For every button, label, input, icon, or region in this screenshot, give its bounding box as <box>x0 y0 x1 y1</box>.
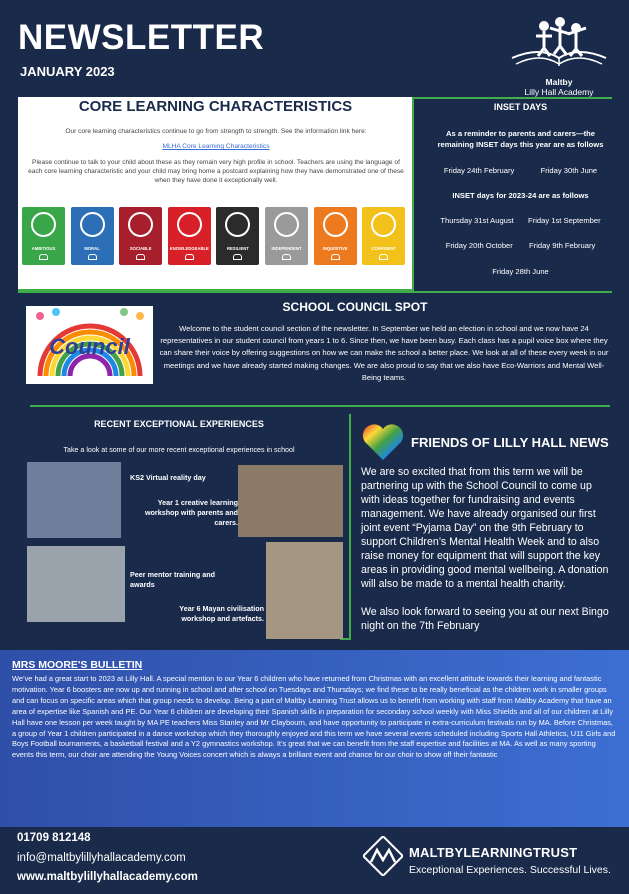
characteristic-icon <box>225 212 250 237</box>
characteristic-icon <box>323 212 348 237</box>
divider <box>30 405 610 407</box>
characteristic-label: MORAL <box>84 246 100 251</box>
trust-logo-icon <box>363 836 403 876</box>
inset-reminder: As a reminder to parents and carers—the remaining INSET days this year are as follows <box>437 129 604 149</box>
divider <box>349 414 351 640</box>
friends-paragraph: We also look forward to seeing you at our next Bingo night on the 7th February <box>361 606 609 632</box>
mini-logo-icon <box>136 254 145 260</box>
core-learning-link-row <box>26 142 406 151</box>
photo-year1-workshop <box>238 465 343 537</box>
characteristic-icon <box>177 212 202 237</box>
divider <box>412 97 414 293</box>
logo-name: Maltby <box>545 77 573 87</box>
characteristic-tile <box>362 207 405 265</box>
council-title: SCHOOL COUNCIL SPOT <box>282 300 428 314</box>
caption-peer-mentor: Peer mentor training and awards <box>130 570 216 589</box>
footer-email[interactable]: info@maltbylillyhallacademy.com <box>17 852 186 864</box>
caption-year1-workshop: Year 1 creative learning workshop with parents and carers. <box>144 498 238 527</box>
mini-logo-icon <box>88 254 97 260</box>
inset-date: Friday 1st September <box>528 216 601 225</box>
inset-date: Friday 30th June <box>540 166 598 175</box>
book-people-icon <box>500 14 618 72</box>
inset-dates-row-3 <box>412 241 629 250</box>
characteristic-label: RESILIENT <box>226 246 249 251</box>
inset-dates-row-2 <box>412 216 629 225</box>
characteristic-label: KNOWLEDGEABLE <box>169 246 209 251</box>
newsletter-date: JANUARY 2023 <box>20 64 115 79</box>
trust-tagline: Exceptional Experiences. Successful Lives. <box>409 864 611 876</box>
inset-dates-row-1 <box>412 166 629 175</box>
characteristic-icon <box>274 212 299 237</box>
characteristic-label: INDEPENDENT <box>271 246 302 251</box>
bulletin-title: MRS MOORE'S BULLETIN <box>12 659 143 671</box>
caption-vr-day: KS2 Virtual reality day <box>130 473 206 482</box>
rainbow-heart-icon <box>361 422 405 462</box>
inset-date: Friday 20th October <box>445 241 513 250</box>
characteristic-label: INQUISITIVE <box>322 246 348 251</box>
photo-peer-mentor <box>27 546 125 622</box>
logo-subname: Lilly Hall Academy <box>524 87 594 97</box>
characteristic-tile <box>265 207 308 265</box>
newsletter-title: NEWSLETTER <box>18 18 265 57</box>
characteristic-icon <box>371 212 396 237</box>
friends-title: FRIENDS OF LILLY HALL NEWS <box>411 435 609 450</box>
characteristic-icon <box>80 212 105 237</box>
bulletin-text: We’ve had a great start to 2023 at Lilly Hall. A special mention to our Year 6 children who have returned from Christmas with an excellent attitude towards their learning and fantastic motivation. Year 6 boosters are now up and running in school and after school on Tuesdays and Thursdays; we find these to be really beneficial as the children work in smaller groups and can focus on specific areas which that group needs to develop. Being a part of Maltby Learning Trust allows us to benefit from working with staff from Maltby Academy that have an area of expertise like Spanish and PE. Our Year 6 children are developing their Spanish skills in preparation for secondary school weekly with Miss Shields and all of our children at Lilly Hall have one lesson per week taught by MA PE teachers Miss Stanley and Mr Claybourn, and have opportunity to participate in extra-curriculum festivals run by MA. Before Christmas, a group of Year 1 children participated in a dance workshop which they thoroughly enjoyed and this term we have several events scheduled including Sports Hall Athletics, U11 Girls and Boys Football tournaments, a basketball festival and a Y2 gymnastics workshop. It’s great that we can benefit from the staff expertise and facilities at MA. As well as many sporting events this term, our choir are attending the Young Voices concert which is always a brilliant event and chance for our choir to show off their fantastic <box>12 674 616 760</box>
council-image <box>26 306 153 384</box>
trust-name: MALTBYLEARNINGTRUST <box>409 845 578 860</box>
recent-intro: Take a look at some of our more recent exceptional experiences in school <box>63 446 295 454</box>
characteristic-tile <box>22 207 65 265</box>
photo-mayan-workshop <box>266 542 343 639</box>
characteristic-label: SOCIABLE <box>129 246 152 251</box>
core-learning-body: Please continue to talk to your child about these as they remain very high profile in school. Teachers are using the language of each core learning characteristic and your child may bring home a postcard explaining how they have demonstrated one of these when they have done it exceptionally well. <box>28 159 404 184</box>
footer-website[interactable]: www.maltbylillyhallacademy.com <box>17 871 198 883</box>
footer-phone: 01709 812148 <box>17 832 91 844</box>
characteristic-tile <box>216 207 259 265</box>
mini-logo-icon <box>282 254 291 260</box>
characteristic-tile <box>71 207 114 265</box>
mini-logo-icon <box>39 254 48 260</box>
divider <box>232 291 612 293</box>
inset-date-last: Friday 28th June <box>492 267 549 276</box>
school-logo <box>500 14 618 97</box>
characteristic-tile <box>314 207 357 265</box>
council-text: Welcome to the student council section of the newsletter. In September we held an election in school and we now have 24 representatives in our student council from years 1 to 6. Since then, we have been busy. Each class has a pupil voice box where they can share their voice by offering suggestions on how we can make the school a better place. We look at all of these every week in our meetings and we have already started making changes. We are also proud to say that we also have Eco-Warriors and Mental Well-Being teams. <box>159 324 609 382</box>
core-learning-intro: Our core learning characteristics continue to go from strength to strength. See the information link here: <box>65 128 367 135</box>
characteristic-tile <box>119 207 162 265</box>
inset-next-title: INSET days for 2023-24 are as follows <box>452 191 589 200</box>
recent-title: RECENT EXCEPTIONAL EXPERIENCES <box>94 419 264 429</box>
core-learning-link[interactable]: MLHA Core Learning Characteristics <box>162 143 270 150</box>
mini-logo-icon <box>331 254 340 260</box>
friends-paragraph: We are so excited that from this term we will be partnering up with the School Council to come up with ideas together for fundraising and events management. We have already organised our first joint event “Pyjama Day” on the 9th February to support Children’s Mental Health Week and to also raise money for equipment that will support the key areas in providing good mental wellbeing. A donation will also be made to a mental health charity. <box>361 466 609 590</box>
inset-date: Friday 24th February <box>443 166 515 175</box>
inset-title: INSET DAYS <box>493 102 548 112</box>
characteristic-icon <box>31 212 56 237</box>
mini-logo-icon <box>379 254 388 260</box>
photo-vr-day <box>27 462 121 538</box>
mini-logo-icon <box>185 254 194 260</box>
council-image-word: Council <box>49 334 130 359</box>
friends-text <box>361 465 611 633</box>
inset-date: Friday 9th February <box>529 241 596 250</box>
divider <box>414 97 612 99</box>
characteristic-label: CONFIDENT <box>371 246 396 251</box>
inset-date: Thursday 31st August <box>440 216 514 225</box>
caption-mayan-workshop: Year 6 Mayan civilisation workshop and artefacts. <box>179 604 264 623</box>
characteristic-label: AMBITIOUS <box>31 246 56 251</box>
characteristic-icon <box>128 212 153 237</box>
characteristic-tile <box>168 207 211 265</box>
mini-logo-icon <box>233 254 242 260</box>
core-learning-title: CORE LEARNING CHARACTERISTICS <box>78 98 353 115</box>
